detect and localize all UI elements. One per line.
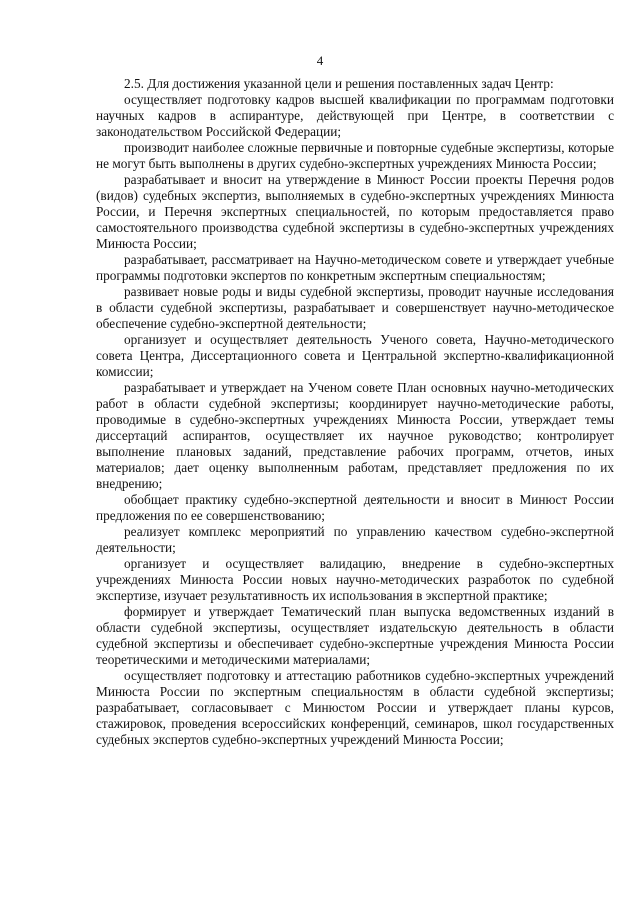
paragraph-training-programs: разрабатывает, рассматривает на Научно-методическом совете и утверждает учебные программы подготовки экспертов по конкретным экспертным специальностям; (96, 252, 614, 283)
paragraph-research-plan: разрабатывает и утверждает на Ученом совете План основных научно-методических работ в области судебной экспертизы; координирует научно-методические работы, проводимые в судебно-экспертных учреждениях Минюста России, утверждает темы диссертаций аспирантов, осуществляет их научное руководство; контролирует выполнение плановых заданий, представление рабочих программ, отчетов, иных материалов; дает оценку выполненным работам, представляет предложения по их внедрению; (96, 380, 614, 491)
paragraph-training-staff: осуществляет подготовку кадров высшей квалификации по программам подготовки научных кадров в аспирантуре, действующей при Центре, в соответствии с законодательством Российской Федерации; (96, 92, 614, 139)
paragraph-certification: осуществляет подготовку и аттестацию работников судебно-экспертных учреждений Минюста России по экспертным специальностям в области судебной экспертизы; разрабатывает, согласовывает с Минюстом России и утверждает планы курсов, стажировок, проведения всероссийских конференций, семинаров, школ государственных судебных экспертов судебно-экспертных учреждений Минюста России; (96, 668, 614, 747)
paragraph-validation: организует и осуществляет валидацию, внедрение в судебно-экспертных учреждениях Минюста России новых научно-методических разработок по судебной экспертизе, изучает результативность их использования в экспертной практике; (96, 556, 614, 603)
paragraph-complex-expertises: производит наиболее сложные первичные и повторные судебные экспертизы, которые не могут быть выполнены в других судебно-экспертных учреждениях Минюста России; (96, 140, 614, 171)
page-number: 4 (316, 53, 324, 68)
paragraph-new-expertise-types: развивает новые роды и виды судебной экспертизы, проводит научные исследования в области судебной экспертизы, разрабатывает и совершенствует научно-методическое обеспечение судебно-экспертной деятельности; (96, 284, 614, 331)
paragraph-publishing: формирует и утверждает Тематический план выпуска ведомственных изданий в области судебной экспертизы, осуществляет издательскую деятельность в области судебной экспертизы и обеспечивает судебно-экспертные учреждения Минюста России теоретическими и методическими материалами; (96, 604, 614, 667)
paragraph-lists-of-expertises: разрабатывает и вносит на утверждение в Минюст России проекты Перечня родов (видов) судебных экспертиз, выполняемых в судебно-экспертных учреждениях Минюста России, и Перечня экспертных специальностей, по которым предоставляется право самостоятельного производства судебной экспертизы в судебно-экспертных учреждениях Минюста России; (96, 172, 614, 251)
paragraph-quality-management: реализует комплекс мероприятий по управлению качеством судебно-экспертной деятельности; (96, 524, 614, 555)
paragraph-councils: организует и осуществляет деятельность Ученого совета, Научно-методического совета Центра, Диссертационного совета и Центральной экспертно-квалификационной комиссии; (96, 332, 614, 379)
paragraph-practice-summary: обобщает практику судебно-экспертной деятельности и вносит в Минюст России предложения по ее совершенствованию; (96, 492, 614, 523)
document-body (96, 76, 614, 748)
paragraph-2-5-intro: 2.5. Для достижения указанной цели и решения поставленных задач Центр: (124, 76, 554, 91)
